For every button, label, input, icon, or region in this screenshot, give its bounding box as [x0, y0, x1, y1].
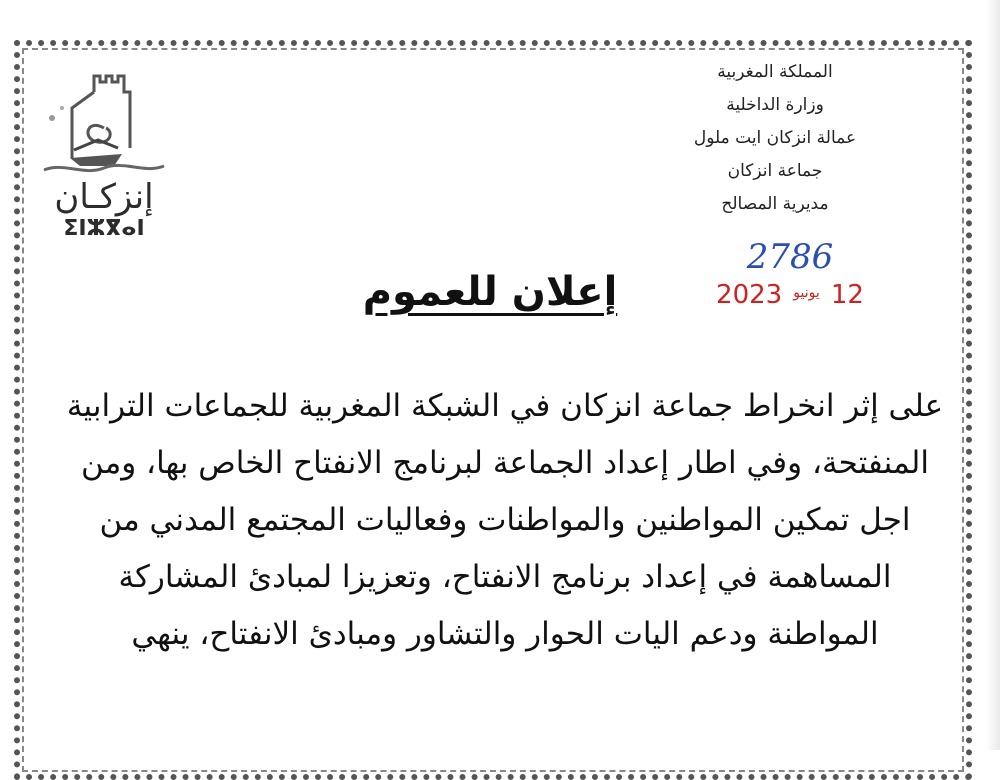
header-kingdom: المملكة المغربية: [717, 62, 833, 82]
date-year: 2023: [716, 280, 783, 310]
municipality-logo: [34, 62, 174, 252]
body-line: على إثر انخراط جماعة انزكان في الشبكة المغربية للجماعات الترابية: [66, 388, 944, 424]
body-line: المواطنة ودعم اليات الحوار والتشاور ومبادئ الانفتاح، ينهي: [131, 616, 879, 652]
handwritten-reference-number: 2786: [746, 237, 834, 277]
header-ministry: وزارة الداخلية: [726, 95, 824, 115]
body-line: اجل تمكين المواطنين والمواطنات وفعاليات المجتمع المدني من: [99, 502, 911, 538]
date-day: 12: [830, 280, 864, 310]
logo-tifinagh-name: ⵉⵏⵣⴳⴰⵏ: [63, 216, 145, 241]
logo-arabic-name: إنزكـان: [54, 177, 154, 217]
announcement-body: [60, 378, 950, 663]
header-prefecture: عمالة انزكان ايت ملول: [693, 128, 857, 148]
body-line: المساهمة في إعداد برنامج الانفتاح، وتعزيزا لمبادئ المشاركة: [118, 559, 892, 595]
page-edge-shadow: [986, 0, 1000, 750]
date-month: يونيو: [793, 285, 820, 301]
body-line: المنفتحة، وفي اطار إعداد الجماعة لبرنامج الانفتاح الخاص بها، ومن: [81, 445, 929, 481]
header-directorate: مديرية المصالح: [721, 194, 829, 214]
header-commune: جماعة انزكان: [727, 161, 823, 181]
inezgane-emblem-icon: [34, 62, 174, 180]
announcement-title: إعلان للعموم: [362, 269, 618, 315]
official-header: [650, 56, 900, 221]
date-stamp: [705, 282, 875, 308]
